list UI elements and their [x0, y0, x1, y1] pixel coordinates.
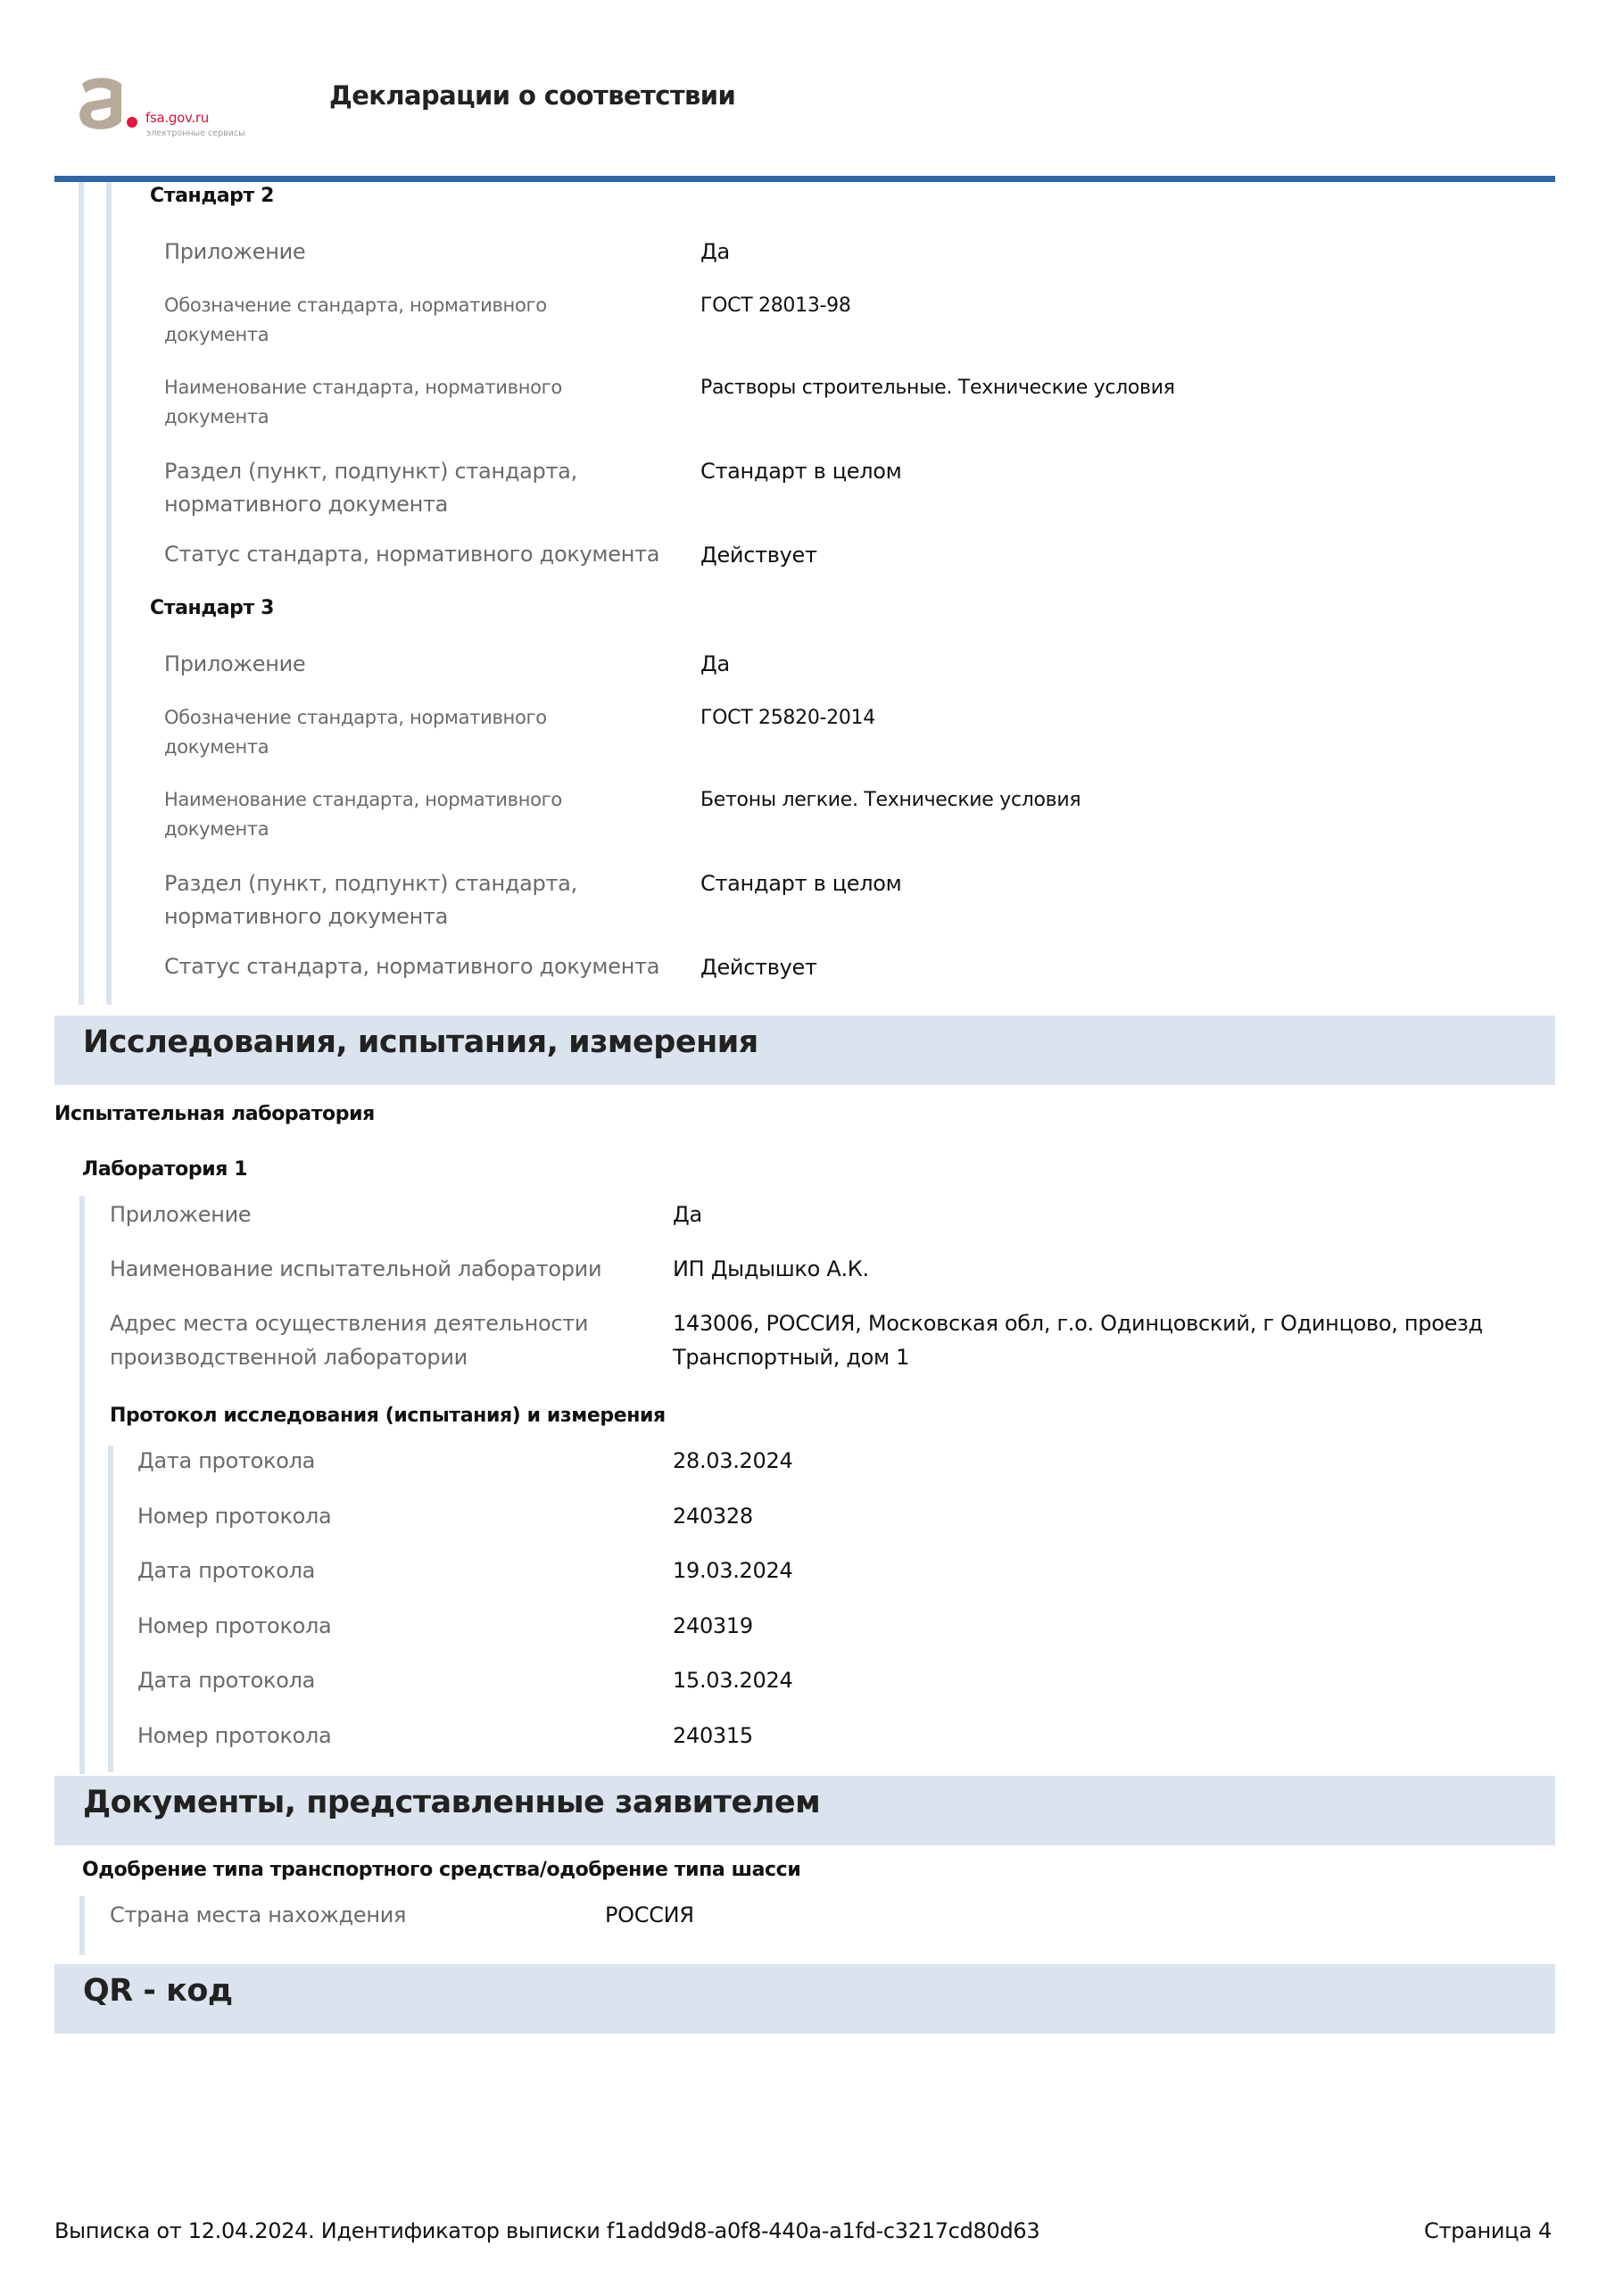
section-title: Документы, представленные заявителем — [83, 1785, 821, 1820]
protocol-label: Дата протокола — [137, 1558, 316, 1583]
nesting-bar-inner — [106, 182, 112, 1005]
document-title: Декларации о соответствии — [329, 80, 736, 111]
standard-heading: Стандарт 3 — [150, 597, 275, 619]
logo-red-dot — [127, 117, 137, 128]
address-value-cont: Транспортный, дом 1 — [673, 1345, 910, 1370]
field-value: Бетоны легкие. Технические условия — [700, 789, 1081, 811]
section-research — [54, 1015, 1555, 1085]
protocol-date: 15.03.2024 — [673, 1668, 793, 1693]
country-value: РОССИЯ — [605, 1902, 694, 1927]
protocol-number: 240315 — [673, 1723, 753, 1748]
protocol-label: Номер протокола — [137, 1613, 332, 1638]
field-label-cont: документа — [164, 736, 269, 758]
section-title: QR - код — [83, 1973, 233, 2009]
field-label-cont: нормативного документа — [164, 492, 449, 517]
subsection-type-approval: Одобрение типа транспортного средства/одобрение типа шасси — [82, 1859, 801, 1881]
protocol-nesting-bar — [108, 1446, 113, 1772]
protocol-number: 240319 — [673, 1613, 753, 1638]
status-value: Действует — [700, 955, 817, 980]
field-label: Обозначение стандарта, нормативного — [164, 294, 547, 316]
field-value: ГОСТ 25820-2014 — [700, 707, 875, 729]
field-label: Статус стандарта, нормативного документа — [164, 542, 660, 567]
section-title: Исследования, испытания, измерения — [83, 1024, 758, 1060]
field-value: Стандарт в целом — [700, 871, 902, 896]
lab-heading: Лаборатория 1 — [82, 1158, 248, 1181]
field-label: Статус стандарта, нормативного документа — [164, 954, 660, 979]
lab-name-value: ИП Дыдышко А.К. — [673, 1256, 869, 1281]
field-value: Стандарт в целом — [700, 459, 902, 484]
field-label-cont: нормативного документа — [164, 904, 449, 929]
field-value: ГОСТ 28013-98 — [700, 294, 851, 317]
protocol-label: Номер протокола — [137, 1723, 332, 1748]
protocol-label: Дата протокола — [137, 1448, 316, 1473]
status-value: Действует — [700, 543, 817, 568]
address-value: 143006, РОССИЯ, Московская обл, г.о. Одинцовский, г Одинцово, проезд — [673, 1311, 1483, 1336]
footer-extract-id: Выписка от 12.04.2024. Идентификатор выписки f1add9d8-a0f8-440a-a1fd-c3217cd80d63 — [54, 2218, 1040, 2243]
field-label: Раздел (пункт, подпункт) стандарта, — [164, 871, 577, 896]
protocol-number: 240328 — [673, 1504, 753, 1529]
fsa-logo-icon — [77, 75, 127, 132]
field-label: Раздел (пункт, подпункт) стандарта, — [164, 459, 577, 484]
section-documents — [54, 1776, 1555, 1845]
subsection-test-laboratory: Испытательная лаборатория — [54, 1103, 375, 1125]
documents-nesting-bar — [79, 1896, 85, 1955]
field-label-cont: документа — [164, 818, 269, 840]
field-label: Приложение — [164, 651, 306, 676]
field-label: Приложение — [164, 239, 306, 264]
protocol-date: 19.03.2024 — [673, 1558, 793, 1583]
protocol-label: Дата протокола — [137, 1668, 316, 1693]
field-label-cont: документа — [164, 406, 269, 427]
logo-site-name: fsa.gov.ru — [145, 110, 209, 126]
protocol-label: Номер протокола — [137, 1504, 332, 1529]
field-label: Приложение — [110, 1202, 252, 1227]
field-label: Наименование испытательной лаборатории — [110, 1256, 602, 1281]
field-label-cont: производственной лаборатории — [110, 1345, 468, 1370]
footer-page-number: Страница 4 — [1424, 2218, 1552, 2243]
field-value: Да — [700, 239, 730, 264]
field-label: Обозначение стандарта, нормативного — [164, 707, 547, 728]
header-divider — [54, 176, 1555, 182]
protocol-date: 28.03.2024 — [673, 1448, 793, 1473]
field-value: Да — [700, 651, 730, 676]
field-label: Страна места нахождения — [110, 1902, 407, 1927]
nesting-bar-outer — [79, 182, 84, 1005]
logo-subtitle: электронные сервисы — [146, 128, 245, 138]
protocol-heading: Протокол исследования (испытания) и измерения — [110, 1405, 666, 1427]
standard-heading: Стандарт 2 — [150, 185, 275, 207]
field-value: Растворы строительные. Технические условия — [700, 377, 1175, 399]
lab-nesting-bar — [79, 1196, 85, 1774]
field-label-cont: документа — [164, 324, 269, 345]
field-label: Наименование стандарта, нормативного — [164, 789, 562, 810]
field-label: Адрес места осуществления деятельности — [110, 1311, 589, 1336]
field-label: Наименование стандарта, нормативного — [164, 377, 562, 398]
field-value: Да — [673, 1202, 702, 1227]
section-qr-code — [54, 1964, 1555, 2034]
